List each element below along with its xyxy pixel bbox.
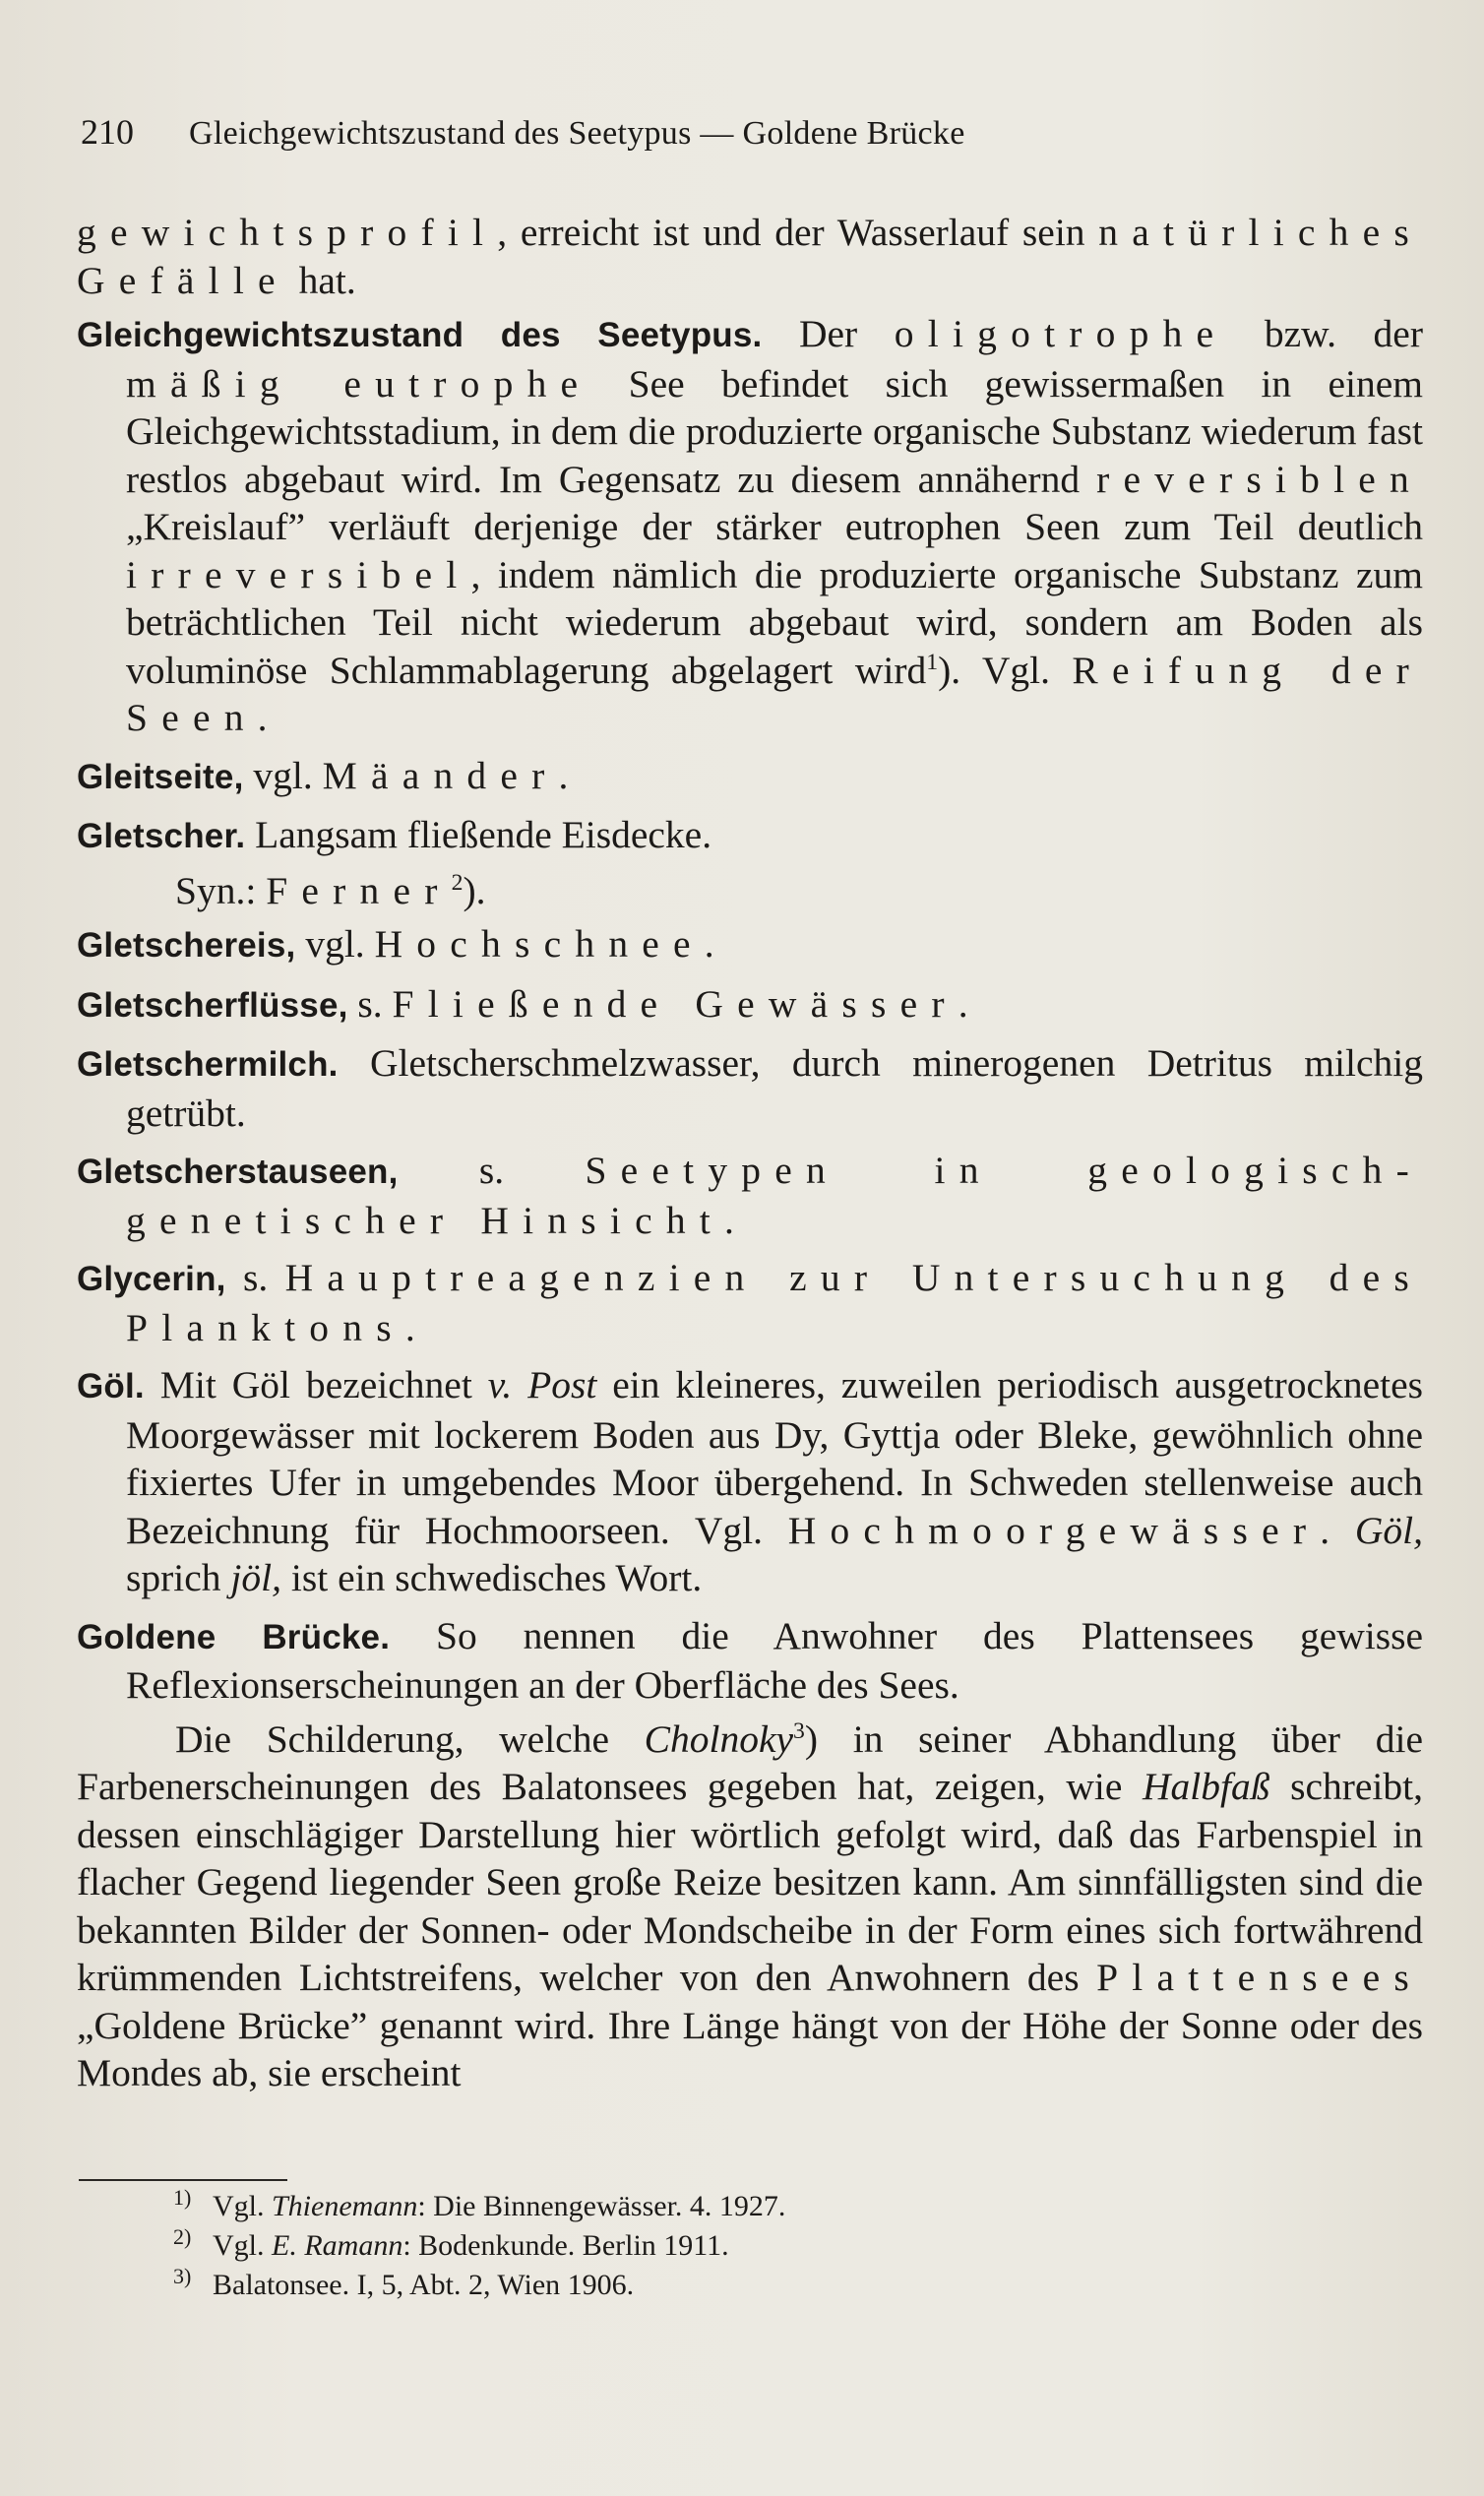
- entry-text: Syn.:: [175, 868, 267, 912]
- footnote-text: Vgl.: [213, 2229, 272, 2262]
- entry-text: ).: [938, 648, 961, 692]
- footnote-ref: 1: [926, 649, 939, 675]
- entry-text: Der: [762, 312, 895, 355]
- entry-gletscherstauseen: [77, 1147, 1423, 1244]
- entry-text: .: [558, 753, 569, 797]
- entry-goldene-bruecke-description: [77, 1716, 1423, 2097]
- footnote-divider: [79, 2179, 287, 2181]
- entry-text: .: [958, 981, 968, 1026]
- entry-text: .: [723, 1198, 734, 1242]
- footnote-2: 2) Vgl. E. Ramann: Bodenkunde. Berlin 1911.: [173, 2224, 729, 2262]
- spaced-term: gewichtsprofil: [77, 211, 498, 254]
- entry-headword: Gleichgewichtszustand des Seetypus.: [77, 316, 763, 354]
- entry-text: sprich: [126, 1556, 231, 1599]
- entry-text: vgl.: [243, 753, 323, 797]
- spaced-term: Hochmoorgewässer: [787, 1508, 1321, 1552]
- entry-gletscherfluesse: [77, 980, 1423, 1030]
- page-header: [81, 110, 1419, 156]
- footnote-author: Thienemann: [272, 2190, 418, 2222]
- entry-gletschermilch: [77, 1039, 1423, 1137]
- entry-text: ist ein schwedisches Wort.: [281, 1556, 703, 1599]
- entry-text: vgl.: [295, 922, 375, 966]
- italic-name: v. Post: [487, 1363, 597, 1406]
- entry-headword: Gleitseite,: [77, 757, 244, 796]
- spaced-term: Seetypen in geologisch-genetischer Hinsicht: [126, 1149, 1423, 1242]
- entry-gleitseite: [77, 752, 1423, 802]
- entry-goldene-bruecke: [77, 1612, 1423, 1710]
- entry-headword: Gletscher.: [77, 817, 246, 855]
- italic-name: Cholnoky: [644, 1716, 794, 1761]
- entry-text: Gletscherschmelzwasser, durch minerogenen Detritus milchig getrübt.: [126, 1041, 1423, 1135]
- footnote-1: 1) Vgl. Thienemann: Die Binnengewässer. 4. 1927.: [173, 2185, 786, 2222]
- entry-text: , erreicht ist und der Wasserlauf sein: [497, 211, 1099, 254]
- entry-text: .: [257, 696, 268, 739]
- entry-text: bzw. der: [1227, 312, 1423, 355]
- entry-gleichgewichtszustand: [77, 310, 1423, 742]
- entry-text: schreibt, dessen einschlägiger Darstellung hier wörtlich gefolgt wird, daß das Farbenspiel in flacher Gegend liegender Seen große Reize besitzen kann. Am sinnfälligsten sind die bekannten Bilder der Sonnen- oder Mondscheibe in der Form eines sich fortwährend krümmenden Lichtstreifens, welcher von den Anwohnern des: [77, 1765, 1423, 1999]
- spaced-term: Fließende Gewässer: [392, 981, 958, 1026]
- footnote-ref: 2: [451, 869, 464, 896]
- spaced-term: Reifung der Seen: [126, 648, 1423, 739]
- entry-text: „Kreislauf” verläuft derjenige der stärker eutrophen Seen zum Teil deutlich: [126, 505, 1423, 548]
- entry-headword: Gletscherstauseen,: [77, 1153, 399, 1191]
- entry-headword: Goldene Brücke.: [77, 1617, 391, 1656]
- page-number: 210: [81, 112, 134, 152]
- entry-text: Mit Göl bezeichnet: [144, 1363, 488, 1406]
- footnotes: [173, 2187, 1354, 2305]
- spaced-term: Ferner: [266, 868, 452, 912]
- footnote-text: : Bodenkunde. Berlin 1911.: [402, 2229, 729, 2262]
- entry-gletscher-synonym: [77, 867, 1423, 915]
- entry-glycerin: [77, 1254, 1423, 1351]
- entry-headword: Glycerin,: [77, 1260, 226, 1298]
- spaced-term: oligotrophe: [894, 312, 1228, 355]
- entry-headword: Gletschermilch.: [77, 1045, 339, 1084]
- spaced-term: mäßig eutrophe: [126, 361, 592, 406]
- entry-text: Die Schilderung, welche: [175, 1716, 645, 1761]
- entry-text: .: [1320, 1508, 1355, 1552]
- spaced-term: Hochschnee: [374, 922, 705, 966]
- entry-text: s.: [225, 1256, 285, 1299]
- entry-gletschereis: [77, 920, 1423, 970]
- entry-text: ) in seiner Abhandlung über die Farbenerscheinungen des Balatonsees gegeben hat, zeigen, wie: [77, 1716, 1423, 1808]
- italic-term: Göl,: [1354, 1508, 1423, 1552]
- entry-text: s.: [347, 981, 393, 1026]
- footnote-text: Balatonsee. I, 5, Abt. 2, Wien 1906.: [213, 2269, 635, 2301]
- entry-text: hat.: [288, 258, 356, 302]
- entry-text: .: [704, 922, 714, 966]
- entry-headword: Göl.: [77, 1367, 145, 1405]
- entry-text: .: [404, 1305, 415, 1349]
- entry-text: So nennen die Anwohner des Plattensees gewisse Reflexionserscheinungen an der Oberfläche des Sees.: [126, 1613, 1424, 1707]
- spaced-term: irreversibel: [126, 552, 471, 596]
- spaced-term: natürliches Gefälle: [77, 211, 1423, 302]
- entry-text: s.: [398, 1149, 586, 1192]
- entry-text: ein kleineres, zuweilen periodisch ausgetrocknetes Moorgewässer mit lockerem Boden aus Dy, Gyttja oder Bleke, gewöhnlich ohne fixiertes Ufer in umgebendes Moor übergehend. In Schweden stellenweise auch Bezeichnung für Hochmoorseen. Vgl.: [126, 1363, 1423, 1552]
- spaced-term: Mäander: [322, 753, 559, 797]
- footnote-text: Vgl.: [213, 2190, 272, 2222]
- entry-text: See befindet sich gewissermaßen in einem Gleichgewichtsstadium, in dem die produzierte organische Substanz wiederum fast restlos abgebaut wird. Im Gegensatz zu diesem annähernd: [126, 361, 1423, 501]
- italic-name: Halbfaß: [1143, 1765, 1270, 1808]
- spaced-term: Hauptreagenzien zur Untersuchung des Planktons: [126, 1256, 1423, 1349]
- entry-text: ).: [463, 868, 486, 912]
- entry-gletscher: [77, 811, 1423, 861]
- entry-goel: [77, 1361, 1423, 1602]
- italic-term: jöl,: [230, 1556, 281, 1599]
- footnote-ref: 3: [793, 1717, 805, 1744]
- entry-text: , indem nämlich die produzierte organische Substanz zum beträchtlichen Teil nicht wiederum abgebaut wird, sondern am Boden als voluminöse Schlammablagerung abgelagert wird: [126, 552, 1423, 692]
- entry-headword: Gletscherflüsse,: [77, 985, 348, 1025]
- entry-text: „Goldene Brücke” genannt wird. Ihre Länge hängt von der Höhe der Sonne oder des Mondes ab, sie erscheint: [77, 2003, 1423, 2094]
- spaced-term: Plattensees: [1096, 1956, 1423, 1999]
- page-body: [77, 209, 1423, 2103]
- footnote-author: E. Ramann: [272, 2229, 403, 2262]
- entry-text: Langsam fließende Eisdecke.: [245, 813, 712, 856]
- entry-continuation: [77, 209, 1423, 304]
- entry-headword: Gletschereis,: [77, 926, 296, 965]
- footnote-text: : Die Binnengewässer. 4. 1927.: [417, 2190, 786, 2222]
- running-title: Gleichgewichtszustand des Seetypus — Goldene Brücke: [189, 115, 965, 152]
- footnote-3: 3) Balatonsee. I, 5, Abt. 2, Wien 1906.: [173, 2264, 635, 2301]
- entry-text: Vgl.: [960, 648, 1073, 692]
- spaced-term: reversiblen: [1096, 457, 1423, 501]
